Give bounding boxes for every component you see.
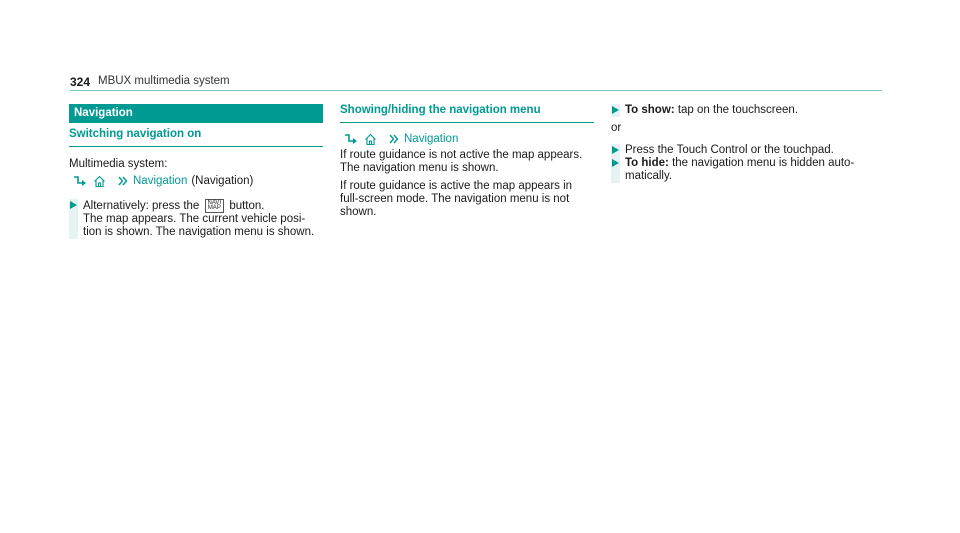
page-number: 324 [70, 75, 91, 89]
chevron-icon [118, 176, 128, 186]
to-show-label: To show: [625, 104, 675, 116]
text-line: The navigation menu is shown. [340, 162, 499, 174]
subheading-showing-hiding: Showing/hiding the navigation menu [340, 104, 594, 123]
step-to-hide [611, 157, 865, 183]
to-hide-text: the navigation menu is hidden auto- [672, 157, 855, 169]
text-line: shown. [340, 206, 377, 218]
column-1 [69, 104, 323, 239]
paragraph-active [340, 180, 594, 219]
navi-map-key-icon: NAVI MAP [205, 199, 225, 213]
text-line: full-screen mode. The navigation menu is not [340, 193, 570, 205]
text-line: If route guidance is not active the map appears. [340, 149, 583, 161]
to-hide-label: To hide: [625, 157, 669, 169]
header-divider [70, 90, 882, 91]
to-show-text: tap on the touchscreen. [677, 104, 799, 116]
home-icon[interactable] [364, 133, 377, 146]
path-link-navigation[interactable]: Navigation [404, 132, 459, 145]
step-triangle-icon [612, 106, 619, 114]
step-triangle-icon [612, 146, 619, 154]
subheading-switching-navigation: Switching navigation on [69, 128, 323, 147]
step-triangle-icon [612, 159, 619, 167]
step-text-line: The map appears. The current vehicle posi- [83, 213, 306, 226]
step-to-show [611, 104, 865, 117]
home-icon[interactable] [93, 175, 106, 188]
step-text-button: button. [229, 200, 265, 213]
step-alternatively [69, 199, 323, 239]
text-line: If route guidance is active the map appears in [340, 180, 573, 192]
path-link-navigation[interactable]: Navigation [133, 174, 188, 187]
chevron-icon [389, 134, 399, 144]
section-title-bar: Navigation [69, 104, 323, 123]
arrow-icon [344, 133, 358, 145]
to-hide-text-line: matically. [625, 170, 673, 182]
step-triangle-icon [70, 201, 77, 209]
arrow-icon [73, 175, 87, 187]
menu-path [340, 131, 594, 147]
paragraph-inactive [340, 149, 594, 175]
step-press [611, 144, 865, 157]
press-text: Press the Touch Control or the touchpad. [625, 144, 834, 156]
intro-text: Multimedia system: [69, 158, 168, 170]
column-3 [611, 104, 865, 183]
or-text: or [611, 122, 622, 134]
step-text-line: tion is shown. The navigation menu is shown. [83, 226, 315, 239]
column-2 [340, 104, 594, 219]
page-header-title: MBUX multimedia system [98, 75, 230, 87]
menu-path [69, 173, 323, 189]
step-text: Alternatively: press the [83, 200, 200, 213]
path-paren: (Navigation) [191, 174, 254, 187]
